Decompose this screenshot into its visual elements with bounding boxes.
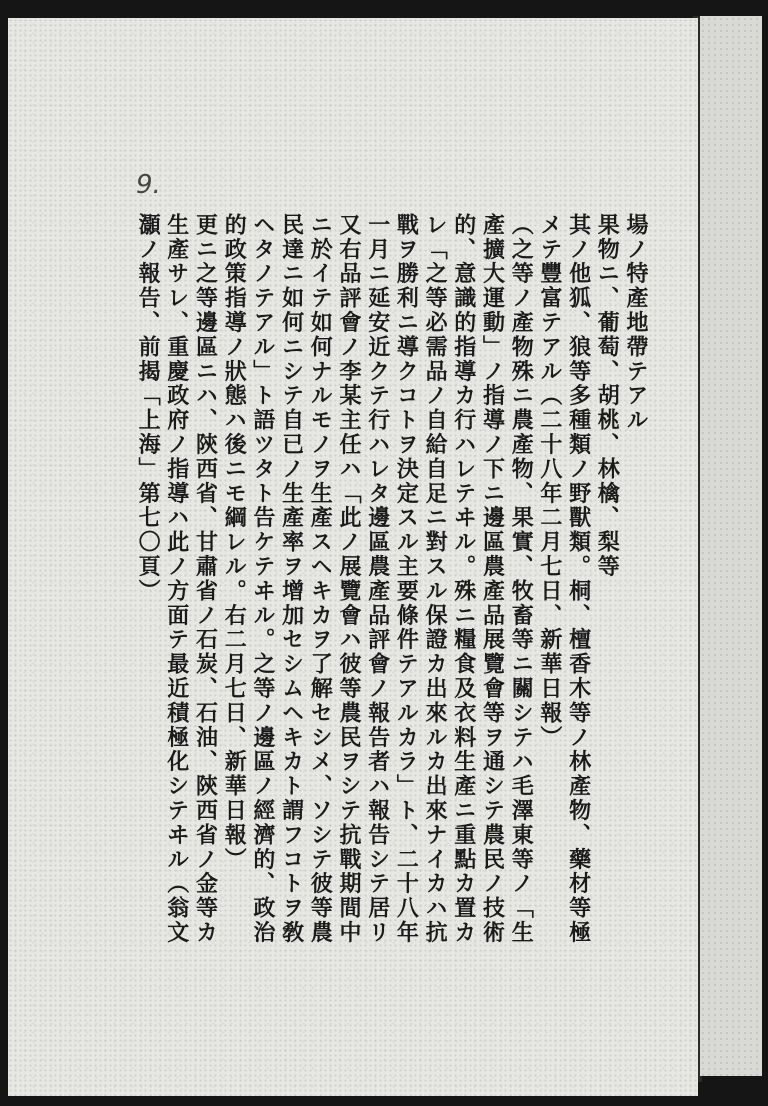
text-column: メテ豐富テアル（二十八年二月七日、新華日報） bbox=[536, 213, 563, 750]
text-column: 灝ノ報告、前揭「上海」第七〇頁） bbox=[135, 213, 162, 604]
page-number: 9. bbox=[136, 170, 161, 200]
text-column: 戰ヲ勝利ニ導クコトヲ決定スル主要條件テアルカラ」ト、二十八年 bbox=[393, 213, 420, 945]
text-column: 又右品評會ノ李某主任ハ「此ノ展覽會ハ彼等農民ヲシテ抗戰期間中 bbox=[336, 213, 362, 945]
text-column: 場ノ特產地帶テアル bbox=[623, 213, 649, 433]
document-page bbox=[8, 18, 698, 1096]
text-column: 的政策指導ノ狀態ハ後ニモ綱レル。右二月七日、新華日報） bbox=[221, 213, 248, 872]
text-column: （之等ノ產物殊ニ農產物、果實、牧畜等ニ關シテハ毛澤東等ノ「生 bbox=[508, 213, 535, 945]
text-column: 產擴大運動」ノ指導ノ下ニ邊區農產品展覽會等ヲ通シテ農民ノ技術 bbox=[479, 213, 506, 945]
text-column: ヘタノテアル」ト語ツタト告ケテヰル。之等ノ邊區ノ經濟的、政治 bbox=[249, 213, 276, 945]
text-column: レ「之等必需品ノ自給自足ニ對スル保證カ出來ルカ出來ナイカハ抗 bbox=[422, 213, 449, 945]
text-column: 生產サレ、重慶政府ノ指導ハ此ノ方面テ最近積極化シテヰル（翁文 bbox=[163, 213, 190, 945]
text-column: 更ニ之等邊區ニハ、陝西省、甘肅省ノ石炭、石油、陝西省ノ金等カ bbox=[192, 213, 219, 945]
text-column: 民達ニ如何ニシテ自已ノ生產率ヲ增加セシムヘキカト謂フコトヲ敎 bbox=[278, 213, 305, 945]
adjacent-page-edge bbox=[700, 16, 762, 1076]
text-column: 其ノ他狐、狼等多種類ノ野獸類。桐、檀香木等ノ林產物、藥材等極 bbox=[565, 213, 592, 945]
text-column: 的、意識的指導カ行ハレテヰル。殊ニ糧食及衣料生產ニ重點カ置カ bbox=[450, 213, 477, 945]
text-column: 一月ニ延安近クテ行ハレタ邊區農產品評會ノ報告者ハ報告シテ居リ bbox=[364, 213, 391, 945]
text-column: 果物ニ、葡萄、胡桃、林檎、梨等 bbox=[594, 213, 621, 579]
text-column: ニ於イテ如何ナルモノヲ生產スヘキカヲ了解セシメ、ソシテ彼等農 bbox=[307, 213, 334, 945]
